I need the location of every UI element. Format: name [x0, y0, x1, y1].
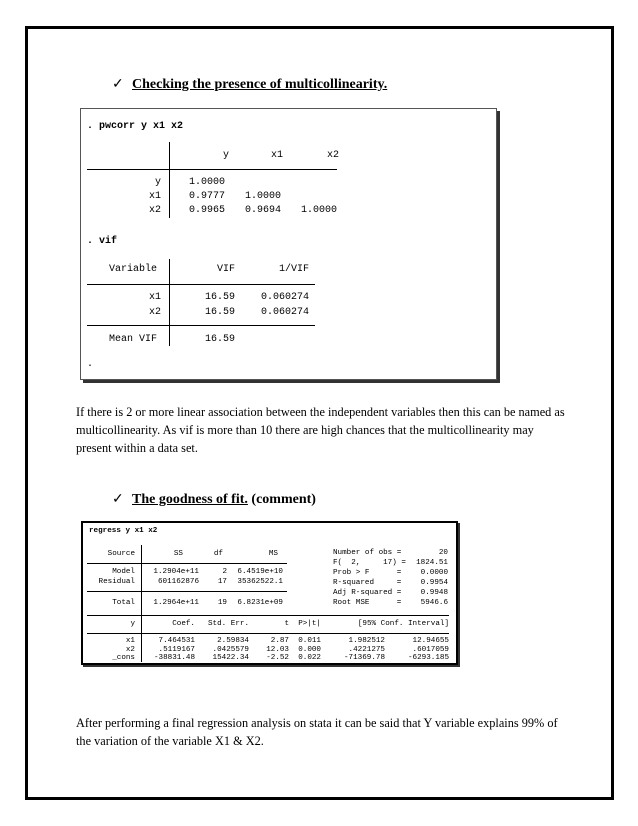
- anova-df: 2: [222, 568, 227, 576]
- anova-vertical-rule: [141, 545, 142, 615]
- corr-horizontal-rule: [87, 169, 337, 170]
- stata-output-regress: [81, 521, 458, 665]
- stata-prompt: .: [87, 359, 94, 370]
- anova-ms: 35362522.1: [237, 578, 283, 586]
- vif-mean-value: 16.59: [204, 334, 235, 345]
- corr-cell: 1.0000: [245, 191, 282, 202]
- vif-row-label: x2: [148, 307, 161, 318]
- anova-ss: 1.2904e+11: [153, 568, 199, 576]
- vif-value: 16.59: [204, 292, 235, 303]
- coef-p: 0.011: [298, 637, 321, 645]
- anova-ss: 1.2964e+11: [153, 599, 199, 607]
- anova-source: Residual: [98, 578, 135, 586]
- section-heading-multicollinearity: [112, 76, 387, 93]
- stat-value: 1824.51: [416, 559, 448, 567]
- stat-label: Prob > F =: [333, 569, 402, 577]
- vif-horizontal-rule: [87, 284, 315, 285]
- checkmark-icon: ✓: [112, 492, 124, 507]
- coef-t: 2.87: [270, 637, 289, 645]
- section-title-comment: (comment): [247, 492, 316, 507]
- corr-row-label: x2: [148, 205, 161, 216]
- vif-vertical-rule: [169, 259, 170, 346]
- vif-header-vif: VIF: [216, 264, 235, 275]
- paragraph-goodness-of-fit: After performing a final regression analysis on stata it can be said that Y variable explains 99% of the variation of the variable X1 & X2.: [76, 716, 558, 748]
- coef-header-se: Std. Err.: [207, 620, 249, 628]
- coef-header-ci: [95% Conf. Interval]: [357, 620, 449, 628]
- vif-mean-rule: [87, 325, 315, 326]
- coef-header-p: P>|t|: [298, 620, 321, 628]
- vif-header-inverse: 1/VIF: [278, 264, 309, 275]
- coef-vertical-rule: [141, 616, 142, 662]
- corr-cell: 0.9694: [245, 205, 282, 216]
- coef-se: 2.59834: [217, 637, 249, 645]
- coef-ci-low: 1.982512: [348, 637, 385, 645]
- corr-row-label: y: [154, 177, 161, 188]
- stat-label: Number of obs =: [333, 549, 402, 557]
- stat-label: Adj R-squared =: [333, 589, 402, 597]
- coef-header-rule: [87, 633, 449, 634]
- section-title: Checking the presence of multicollinearity.: [132, 77, 388, 92]
- corr-cell: 0.9777: [189, 191, 226, 202]
- coef-var: x2: [125, 646, 135, 654]
- anova-header-source: Source: [107, 550, 135, 558]
- coef-ci-high: 12.94655: [412, 637, 449, 645]
- corr-vertical-rule: [169, 142, 170, 218]
- anova-ss: 601162876: [157, 578, 199, 586]
- anova-header-ms: MS: [268, 550, 278, 558]
- coef-var: x1: [125, 637, 135, 645]
- coef-value: .5119167: [158, 646, 195, 654]
- corr-col-header: x1: [270, 150, 283, 161]
- vif-command: . vif: [87, 236, 118, 247]
- stata-output-pwcorr-vif: [80, 108, 497, 380]
- anova-df: 17: [217, 578, 227, 586]
- section-title: The goodness of fit.: [132, 492, 248, 507]
- corr-row-label: x1: [148, 191, 161, 202]
- coef-t: -2.52: [266, 654, 289, 662]
- vif-inverse-value: 0.060274: [260, 292, 309, 303]
- checkmark-icon: ✓: [112, 77, 124, 92]
- vif-row-label: x1: [148, 292, 161, 303]
- vif-header-variable: Variable: [109, 264, 158, 275]
- coef-se: 15422.34: [212, 654, 249, 662]
- anova-horizontal-rule: [87, 563, 287, 564]
- stat-value: 0.9954: [420, 579, 448, 587]
- stat-value: 0.0000: [420, 569, 448, 577]
- coef-se: .0425579: [212, 646, 249, 654]
- anova-source: Model: [112, 568, 135, 576]
- vif-mean-label: Mean VIF: [109, 334, 158, 345]
- coef-ci-low: -71369.78: [343, 654, 385, 662]
- coef-p: 0.000: [298, 646, 321, 654]
- stat-label: R-squared =: [333, 579, 402, 587]
- corr-cell: 0.9965: [189, 205, 226, 216]
- stat-value: 5946.6: [420, 599, 448, 607]
- anova-source: Total: [112, 599, 135, 607]
- paragraph-multicollinearity: If there is 2 or more linear association between the independent variables then this can be named as multicollinearity. As vif is more than 10 there are high chances that the multicollinearity may present within a data set.: [76, 405, 565, 455]
- coef-var: _cons: [112, 654, 135, 662]
- corr-cell: 1.0000: [301, 205, 338, 216]
- coef-header-dep: y: [130, 620, 135, 628]
- corr-col-header: y: [222, 150, 229, 161]
- vif-inverse-value: 0.060274: [260, 307, 309, 318]
- anova-ms: 6.8231e+09: [237, 599, 283, 607]
- stat-value: 20: [438, 549, 448, 557]
- stat-label: Root MSE =: [333, 599, 402, 607]
- corr-col-header: x2: [326, 150, 339, 161]
- corr-cell: 1.0000: [189, 177, 226, 188]
- anova-ms: 6.4519e+10: [237, 568, 283, 576]
- pwcorr-command: . pwcorr y x1 x2: [87, 121, 184, 132]
- anova-total-rule: [87, 591, 287, 592]
- stat-label: F( 2, 17) =: [333, 559, 406, 567]
- coef-ci-high: -6293.185: [407, 654, 449, 662]
- coef-value: -38831.48: [153, 654, 195, 662]
- coef-t: 12.03: [266, 646, 289, 654]
- stat-value: 0.9948: [420, 589, 448, 597]
- anova-header-df: df: [213, 550, 223, 558]
- coef-ci-high: .6017059: [412, 646, 449, 654]
- coef-header-t: t: [284, 620, 289, 628]
- coef-value: 7.464531: [158, 637, 195, 645]
- regress-command: regress y x1 x2: [89, 527, 158, 535]
- vif-value: 16.59: [204, 307, 235, 318]
- coef-p: 0.022: [298, 654, 321, 662]
- anova-df: 19: [217, 599, 227, 607]
- anova-header-ss: SS: [173, 550, 183, 558]
- coef-header-coef: Coef.: [172, 620, 195, 628]
- section-heading-goodness-of-fit: [112, 491, 316, 508]
- coef-ci-low: .4221275: [348, 646, 385, 654]
